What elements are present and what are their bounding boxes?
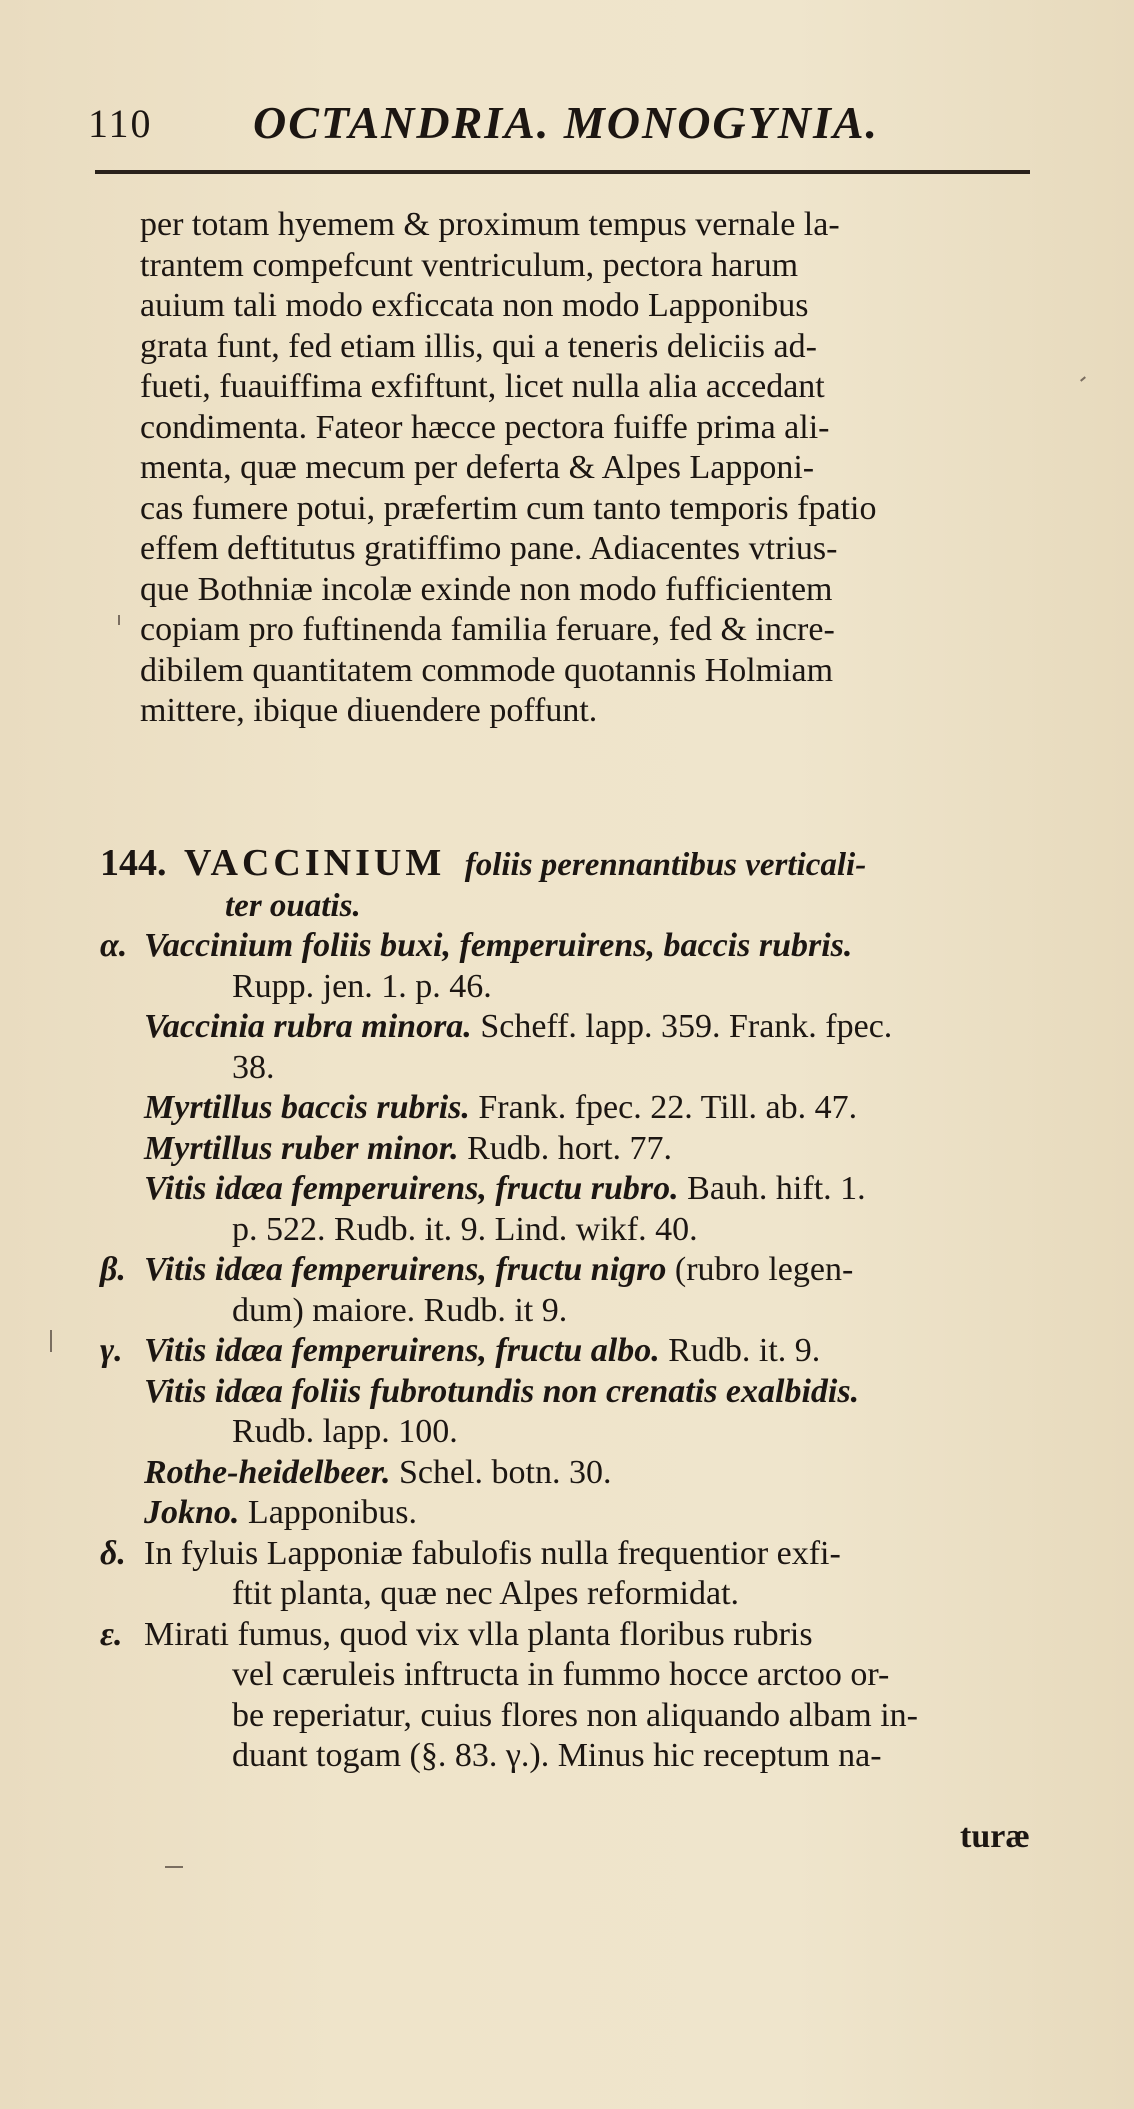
species-entry xyxy=(100,843,1040,1777)
paragraph-line: condimenta. Fateor hæcce pectora fuiffe prima ali- xyxy=(140,408,830,446)
paper-speck xyxy=(118,615,120,625)
synonym-name: Vitis idæa foliis fubrotundis non crenatis exalbidis. xyxy=(144,1372,860,1410)
paragraph-line: que Bothniæ incolæ exinde non modo fufficientem xyxy=(140,570,833,608)
synonym-reference: Bauh. hift. 1. xyxy=(678,1170,866,1207)
synonym-line xyxy=(100,1088,1040,1129)
synonym-name: Myrtillus ruber minor. xyxy=(144,1129,459,1167)
paragraph-line: trantem compefcunt ventriculum, pectora harum xyxy=(140,246,799,284)
synonym-reference: Rudb. hort. 77. xyxy=(458,1129,673,1167)
variety-marker: β. xyxy=(100,1251,126,1288)
synonym-list xyxy=(100,926,1040,1777)
synonym-line xyxy=(100,926,1040,967)
paragraph-line: copiam pro fuftinenda familia feruare, fed & incre- xyxy=(140,611,835,648)
paragraph-line: grata funt, fed etiam illis, qui a teneris deliciis ad- xyxy=(140,327,817,365)
synonym-reference: In fyluis Lapponiæ fabulofis nulla frequentior exfi- xyxy=(144,1534,841,1572)
synonym-continuation: ftit planta, quæ nec Alpes reformidat. xyxy=(232,1575,740,1612)
paragraph-line: effem deftitutus gratiffimo pane. Adiacentes vtrius- xyxy=(140,530,838,567)
synonym-line xyxy=(100,1007,1040,1048)
paragraph-line: per totam hyemem & proximum tempus vernale la- xyxy=(140,206,840,243)
paragraph-line: fueti, fuauiffima exfiftunt, licet nulla alia accedant xyxy=(140,368,825,405)
paper-speck xyxy=(50,1330,52,1352)
header-rule xyxy=(95,170,1030,174)
entry-diagnosis-continued: ter ouatis. xyxy=(225,887,361,924)
paper-speck xyxy=(1080,376,1086,381)
synonym-reference: Frank. fpec. 22. Till. ab. 47. xyxy=(469,1089,858,1126)
entry-heading xyxy=(100,843,1040,886)
entry-genus: VACCINIUM xyxy=(184,842,446,884)
synonym-line xyxy=(100,1331,1040,1372)
paragraph-line: dibilem quantitatem commode quotannis Holmiam xyxy=(140,651,834,689)
synonym-name: Vaccinium foliis buxi, femperuirens, baccis rubris. xyxy=(144,927,853,964)
variety-marker: α. xyxy=(100,927,128,964)
synonym-line xyxy=(100,1453,1040,1494)
synonym-continuation: duant togam (§. 83. γ.). Minus hic receptum na- xyxy=(232,1737,882,1774)
synonym-continuation: p. 522. Rudb. it. 9. Lind. wikf. 40. xyxy=(232,1210,698,1248)
paragraph-line: menta, quæ mecum per deferta & Alpes Lapponi- xyxy=(140,449,815,486)
variety-marker: ε. xyxy=(100,1615,123,1653)
body-paragraph xyxy=(140,205,1040,732)
paragraph-line: cas fumere potui, præfertim cum tanto temporis fpatio xyxy=(140,489,877,527)
synonym-continuation: 38. xyxy=(232,1048,275,1086)
variety-marker: γ. xyxy=(100,1332,123,1369)
synonym-reference: (rubro legen- xyxy=(666,1251,854,1288)
synonym-name: Vitis idæa femperuirens, fructu rubro. xyxy=(144,1170,679,1207)
synonym-reference: Scheff. lapp. 359. Frank. fpec. xyxy=(471,1008,893,1045)
paper-speck xyxy=(165,1866,183,1868)
synonym-name: Vaccinia rubra minora. xyxy=(144,1008,472,1045)
entry-number: 144. xyxy=(100,842,167,884)
synonym-name: Rothe-heidelbeer. xyxy=(144,1453,391,1491)
entry-diagnosis: foliis perennantibus verticali- xyxy=(464,847,867,883)
page-header xyxy=(88,96,1038,156)
running-head: OCTANDRIA. MONOGYNIA. xyxy=(253,97,880,148)
synonym-reference: Lapponibus. xyxy=(239,1494,417,1531)
synonym-line xyxy=(100,1169,1040,1210)
paragraph-line: mittere, ibique diuendere poffunt. xyxy=(140,692,598,729)
synonym-continuation: Rudb. lapp. 100. xyxy=(232,1413,458,1450)
synonym-line xyxy=(100,1615,1040,1656)
synonym-continuation: be reperiatur, cuius flores non aliquando albam in- xyxy=(232,1696,918,1734)
synonym-continuation: Rupp. jen. 1. p. 46. xyxy=(232,967,492,1005)
catchword: turæ xyxy=(960,1818,1030,1855)
synonym-name: Myrtillus baccis rubris. xyxy=(144,1089,470,1126)
synonym-line xyxy=(100,1534,1040,1575)
variety-marker: δ. xyxy=(100,1534,126,1572)
synonym-name: Vitis idæa femperuirens, fructu albo. xyxy=(144,1332,660,1369)
paragraph-line: auium tali modo exficcata non modo Lapponibus xyxy=(140,287,809,324)
synonym-line xyxy=(100,1372,1040,1413)
synonym-name: Vitis idæa femperuirens, fructu nigro xyxy=(144,1251,667,1288)
synonym-continuation: dum) maiore. Rudb. it 9. xyxy=(232,1291,568,1329)
synonym-line xyxy=(100,1129,1040,1170)
page-number: 110 xyxy=(88,101,153,146)
synonym-continuation: vel cæruleis inftructa in fummo hocce arctoo or- xyxy=(232,1656,890,1693)
synonym-reference: Mirati fumus, quod vix vlla planta floribus rubris xyxy=(144,1615,813,1653)
synonym-name: Jokno. xyxy=(144,1494,240,1531)
synonym-line xyxy=(100,1250,1040,1291)
synonym-reference: Rudb. it. 9. xyxy=(659,1332,821,1369)
synonym-reference: Schel. botn. 30. xyxy=(390,1453,612,1491)
synonym-line xyxy=(100,1493,1040,1534)
